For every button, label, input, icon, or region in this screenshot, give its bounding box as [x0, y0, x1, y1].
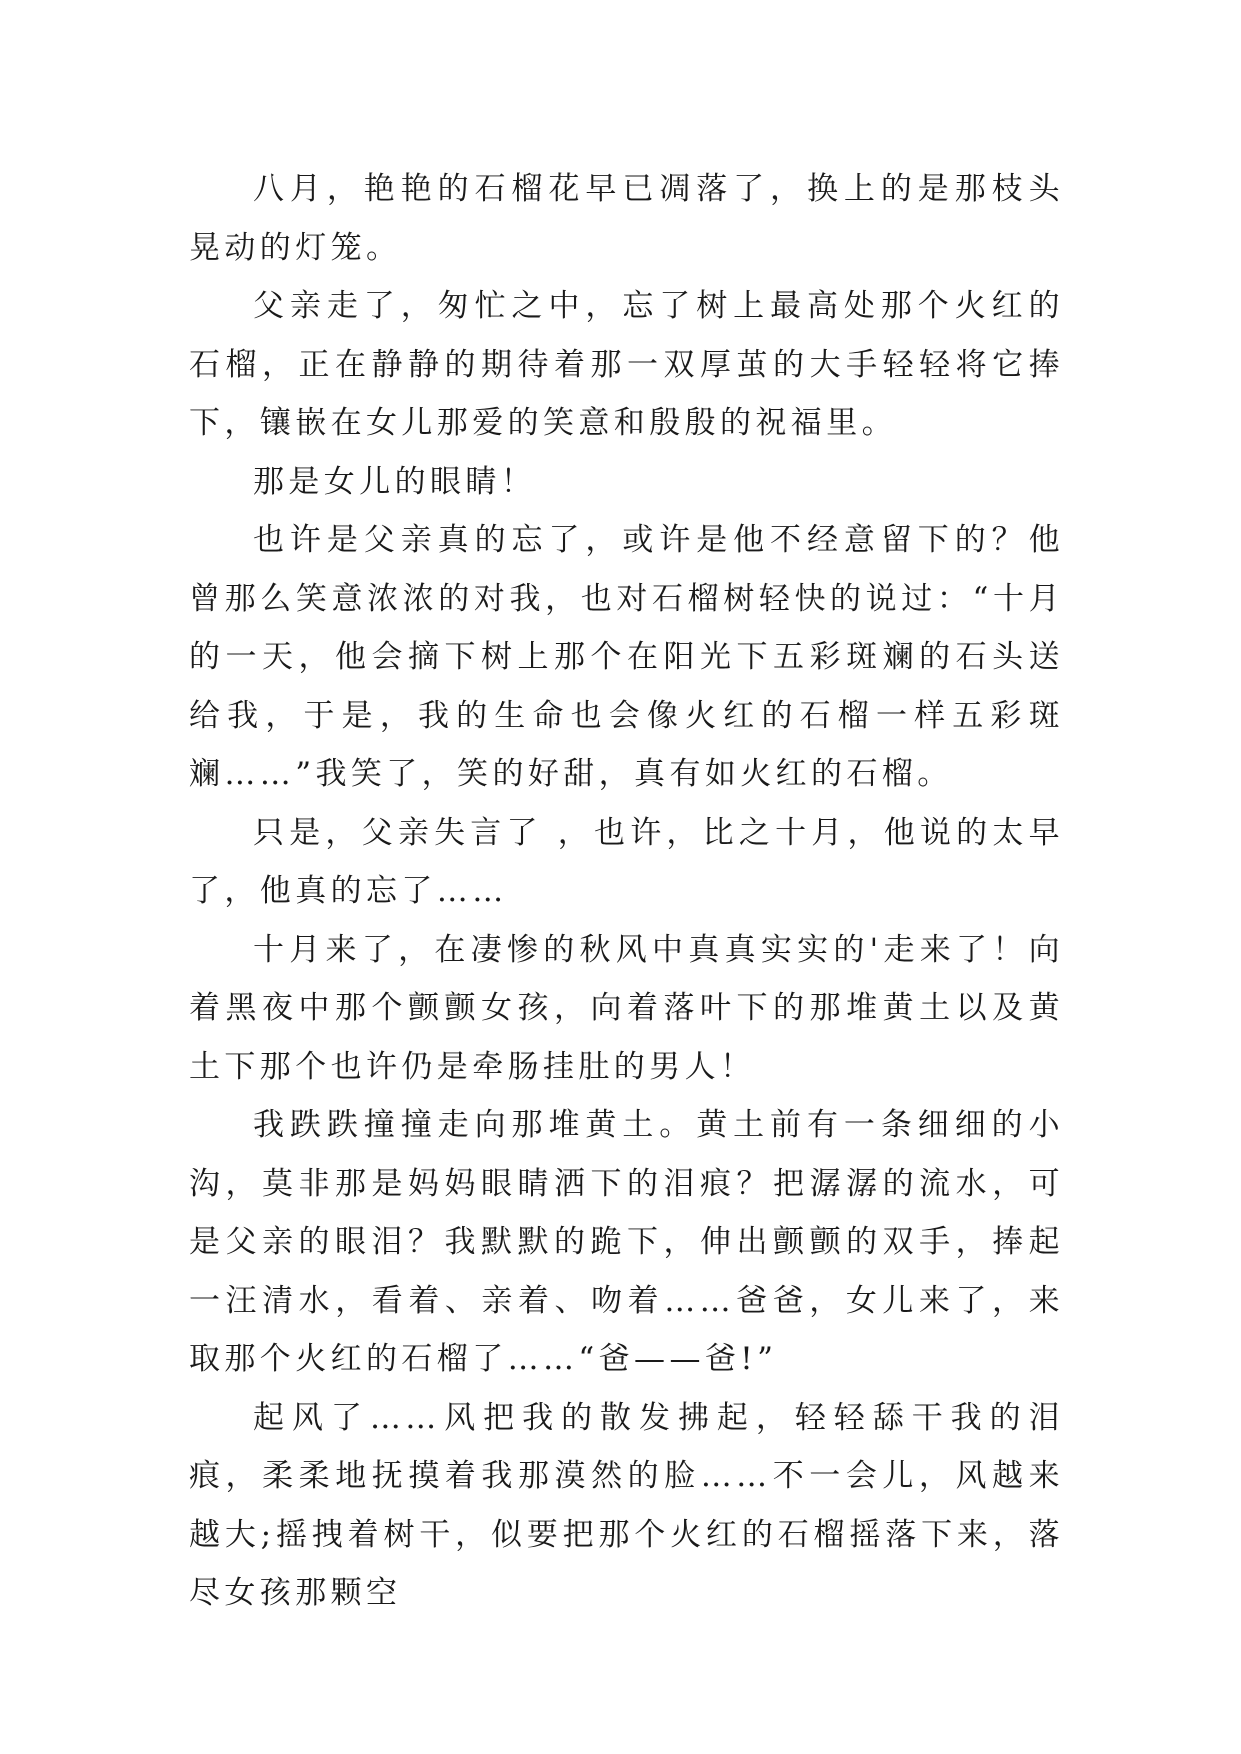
paragraph-8: 起风了……风把我的散发拂起，轻轻舔干我的泪痕，柔柔地抚摸着我那漠然的脸……不一会儿，风越来越大;摇拽着树干，似要把那个火红的石榴摇落下来，落尽女孩那颗空 — [189, 1399, 1064, 1611]
paragraph-1: 八月，艳艳的石榴花早已凋落了，换上的是那枝头晃动的灯笼。 — [189, 171, 1064, 266]
paragraph-2: 父亲走了，匆忙之中，忘了树上最高处那个火红的石榴，正在静静的期待着那一双厚茧的大手轻轻将它捧下，镶嵌在女儿那爱的笑意和殷殷的祝福里。 — [189, 288, 1064, 441]
paragraph-5: 只是，父亲失言了 ，也许，比之十月，他说的太早了，他真的忘了…… — [189, 814, 1064, 909]
paragraph-6: 十月来了，在凄惨的秋风中真真实实的'走来了！向着黑夜中那个颤颤女孩，向着落叶下的那堆黄土以及黄土下那个也许仍是牵肠挂肚的男人！ — [189, 931, 1064, 1085]
paragraph-4: 也许是父亲真的忘了，或许是他不经意留下的？他曾那么笑意浓浓的对我，也对石榴树轻快的说过：“十月的一天，他会摘下树上那个在阳光下五彩斑斓的石头送给我，于是，我的生命也会像火红的石榴一样五彩斑斓……”我笑了，笑的好甜，真有如火红的石榴。 — [189, 522, 1064, 792]
paragraph-7: 我跌跌撞撞走向那堆黄土。黄土前有一条细细的小沟，莫非那是妈妈眼睛洒下的泪痕？把潺潺的流水，可是父亲的眼泪？我默默的跪下，伸出颤颤的双手，捧起一汪清水，看着、亲着、吻着……爸爸，女儿来了，来取那个火红的石榴了……“爸——爸!” — [189, 1107, 1064, 1377]
document-body — [189, 160, 1064, 1623]
paragraph-3: 那是女儿的眼睛！ — [253, 463, 537, 500]
